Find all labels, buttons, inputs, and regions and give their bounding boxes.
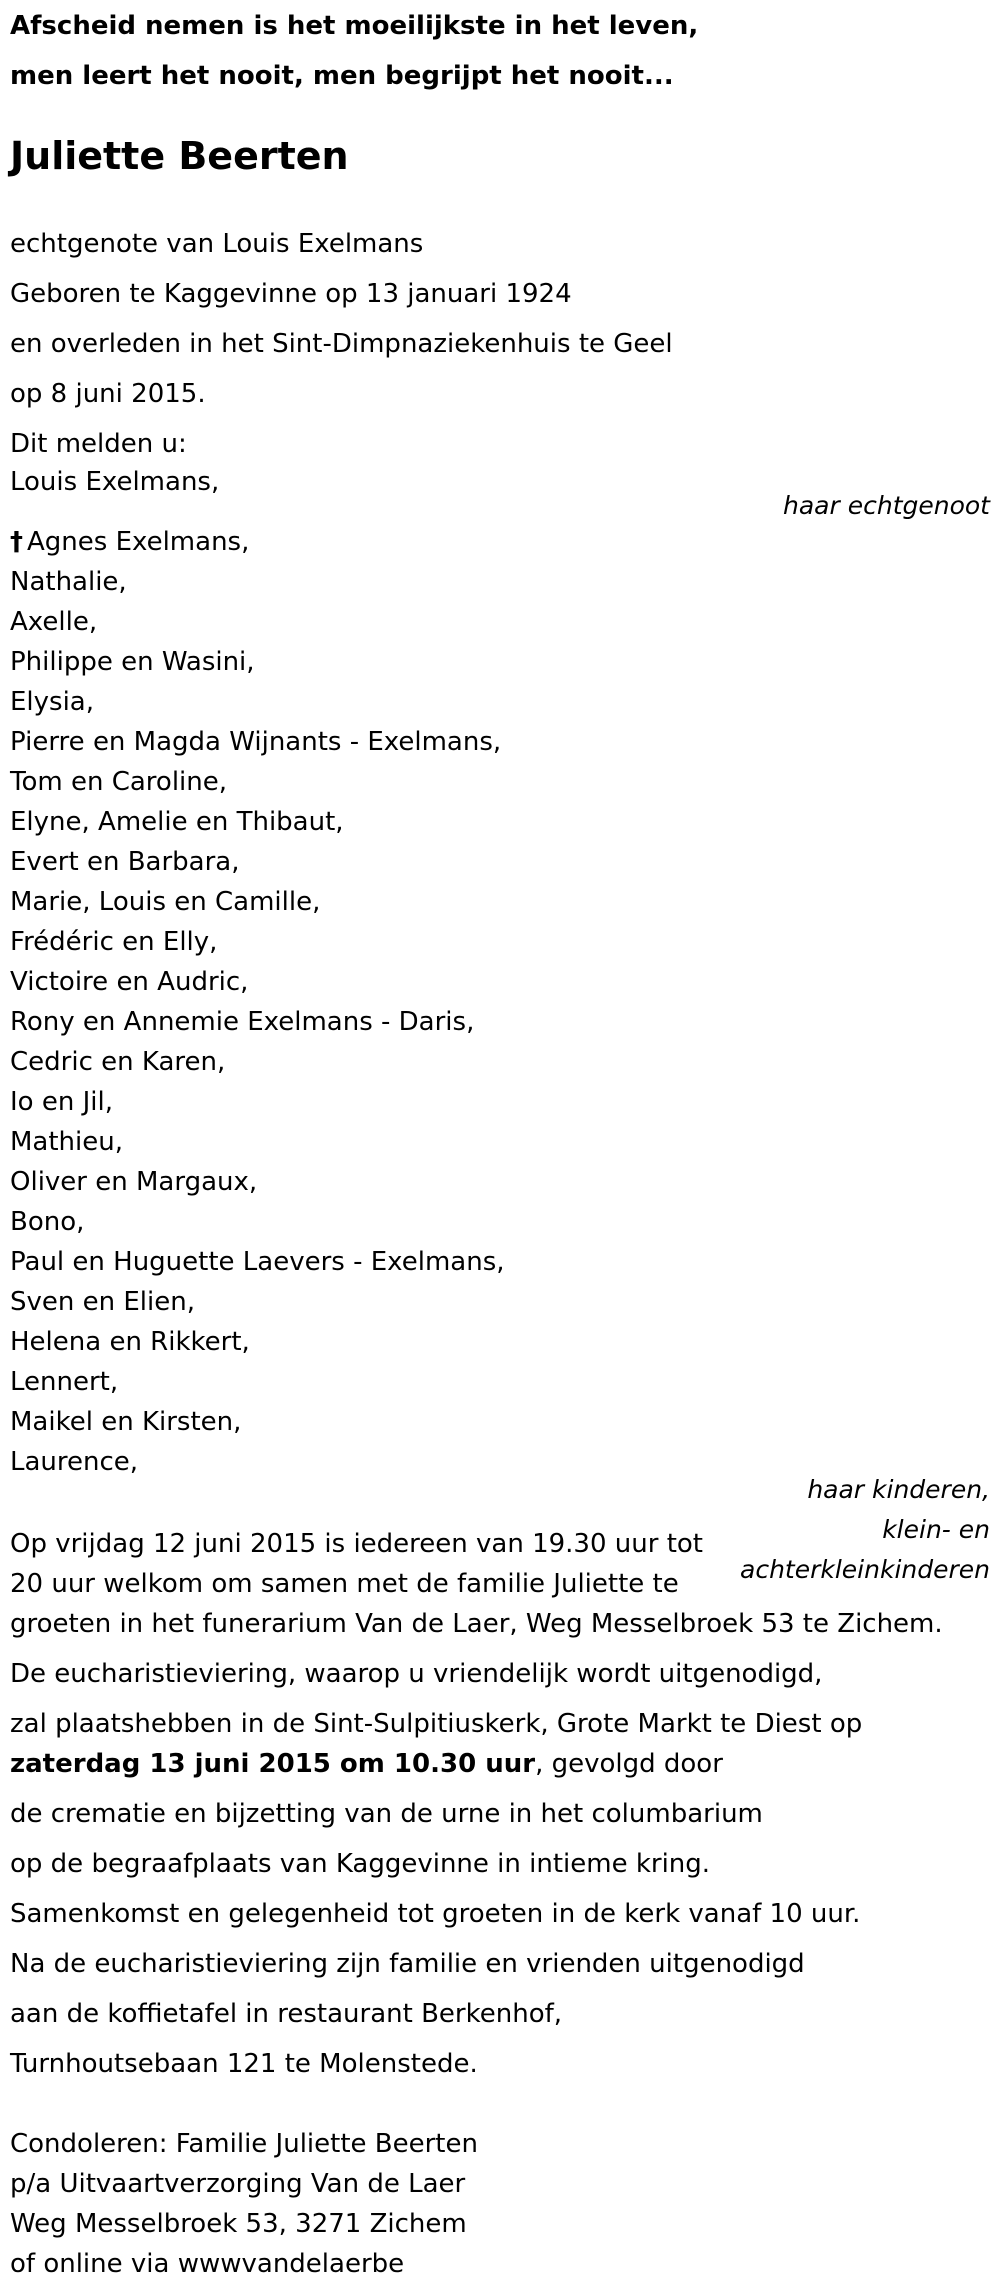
- condolences-line-4: of online via wwwvandelaerbe: [10, 2249, 405, 2279]
- list-item: Lennert,: [10, 1367, 119, 1397]
- condolences-line-2: p/a Uitvaartverzorging Van de Laer: [10, 2169, 466, 2199]
- ceremony-rest-line-2: op de begraafplaats van Kaggevinne in intieme kring.: [10, 1849, 711, 1879]
- list-item: Io en Jil,: [10, 1087, 113, 1117]
- condolences-line-3: Weg Messelbroek 53, 3271 Zichem: [10, 2209, 467, 2239]
- list-item: Marie, Louis en Camille,: [10, 887, 321, 917]
- ceremony-line-1: De eucharistieviering, waarop u vriendelijk wordt uitgenodigd,: [10, 1659, 823, 1689]
- list-item: Maikel en Kirsten,: [10, 1407, 242, 1437]
- cross-icon: †: [10, 527, 23, 557]
- intro-husband-line: Louis Exelmans,: [10, 467, 220, 497]
- ceremony-date-line: [10, 1744, 723, 1784]
- list-item: Mathieu,: [10, 1127, 124, 1157]
- spouse-label: haar echtgenoot: [783, 491, 990, 520]
- ceremony-rest-line-6: Turnhoutsebaan 121 te Molenstede.: [10, 2049, 478, 2079]
- intro-death-line: en overleden in het Sint-Dimpnaziekenhuis te Geel: [10, 329, 673, 359]
- motto-line-2: men leert het nooit, men begrijpt het nooit...: [10, 61, 674, 91]
- motto-line-1: Afscheid nemen is het moeilijkste in het leven,: [10, 11, 699, 41]
- family-list: [10, 522, 505, 1482]
- ceremony-rest-line-3: Samenkomst en gelegenheid tot groeten in de kerk vanaf 10 uur.: [10, 1899, 861, 1929]
- list-item: Sven en Elien,: [10, 1287, 195, 1317]
- ceremony-rest-line-1: de crematie en bijzetting van de urne in het columbarium: [10, 1799, 763, 1829]
- ceremony-date-rest: , gevolgd door: [535, 1749, 723, 1779]
- intro-spouse-line: echtgenote van Louis Exelmans: [10, 229, 424, 259]
- list-item: Axelle,: [10, 607, 98, 637]
- visit-line-2: 20 uur welkom om samen met de familie Juliette te: [10, 1569, 679, 1599]
- list-item: Bono,: [10, 1207, 85, 1237]
- children-label-line-3: achterkleinkinderen: [740, 1555, 990, 1584]
- ceremony-rest-line-5: aan de koffietafel in restaurant Berkenhof,: [10, 1999, 563, 2029]
- ceremony-date: zaterdag 13 juni 2015 om 10.30 uur: [10, 1749, 536, 1779]
- list-item: Philippe en Wasini,: [10, 647, 255, 677]
- intro-death-date-line: op 8 juni 2015.: [10, 379, 206, 409]
- list-item: Nathalie,: [10, 567, 127, 597]
- list-item: Oliver en Margaux,: [10, 1167, 258, 1197]
- children-label-line-2: klein- en: [882, 1515, 990, 1544]
- list-item: Evert en Barbara,: [10, 847, 240, 877]
- list-item: Cedric en Karen,: [10, 1047, 226, 1077]
- list-item: Victoire en Audric,: [10, 967, 249, 997]
- list-item: Rony en Annemie Exelmans - Daris,: [10, 1007, 475, 1037]
- list-item: Frédéric en Elly,: [10, 927, 218, 957]
- list-item: † Agnes Exelmans,: [10, 522, 505, 562]
- list-item: Paul en Huguette Laevers - Exelmans,: [10, 1247, 505, 1277]
- list-item: Laurence,: [10, 1447, 139, 1477]
- list-item: Helena en Rikkert,: [10, 1327, 250, 1357]
- list-item: Elysia,: [10, 687, 95, 717]
- intro-announce-line: Dit melden u:: [10, 429, 187, 459]
- children-label-line-1: haar kinderen,: [807, 1475, 990, 1504]
- list-item: Elyne, Amelie en Thibaut,: [10, 807, 344, 837]
- list-item: Pierre en Magda Wijnants - Exelmans,: [10, 727, 502, 757]
- intro-birth-line: Geboren te Kaggevinne op 13 januari 1924: [10, 279, 572, 309]
- list-item: Tom en Caroline,: [10, 767, 228, 797]
- children-label: [740, 1470, 990, 1590]
- ceremony-line-2: zal plaatshebben in de Sint-Sulpitiuskerk, Grote Markt te Diest op: [10, 1709, 863, 1739]
- deceased-name: Juliette Beerten: [10, 134, 349, 178]
- ceremony-rest-line-4: Na de eucharistieviering zijn familie en vrienden uitgenodigd: [10, 1949, 805, 1979]
- visit-line-3: groeten in het funerarium Van de Laer, Weg Messelbroek 53 te Zichem.: [10, 1609, 943, 1639]
- visit-line-1: Op vrijdag 12 juni 2015 is iedereen van 19.30 uur tot: [10, 1529, 703, 1559]
- condolences-line-1: Condoleren: Familie Juliette Beerten: [10, 2129, 478, 2159]
